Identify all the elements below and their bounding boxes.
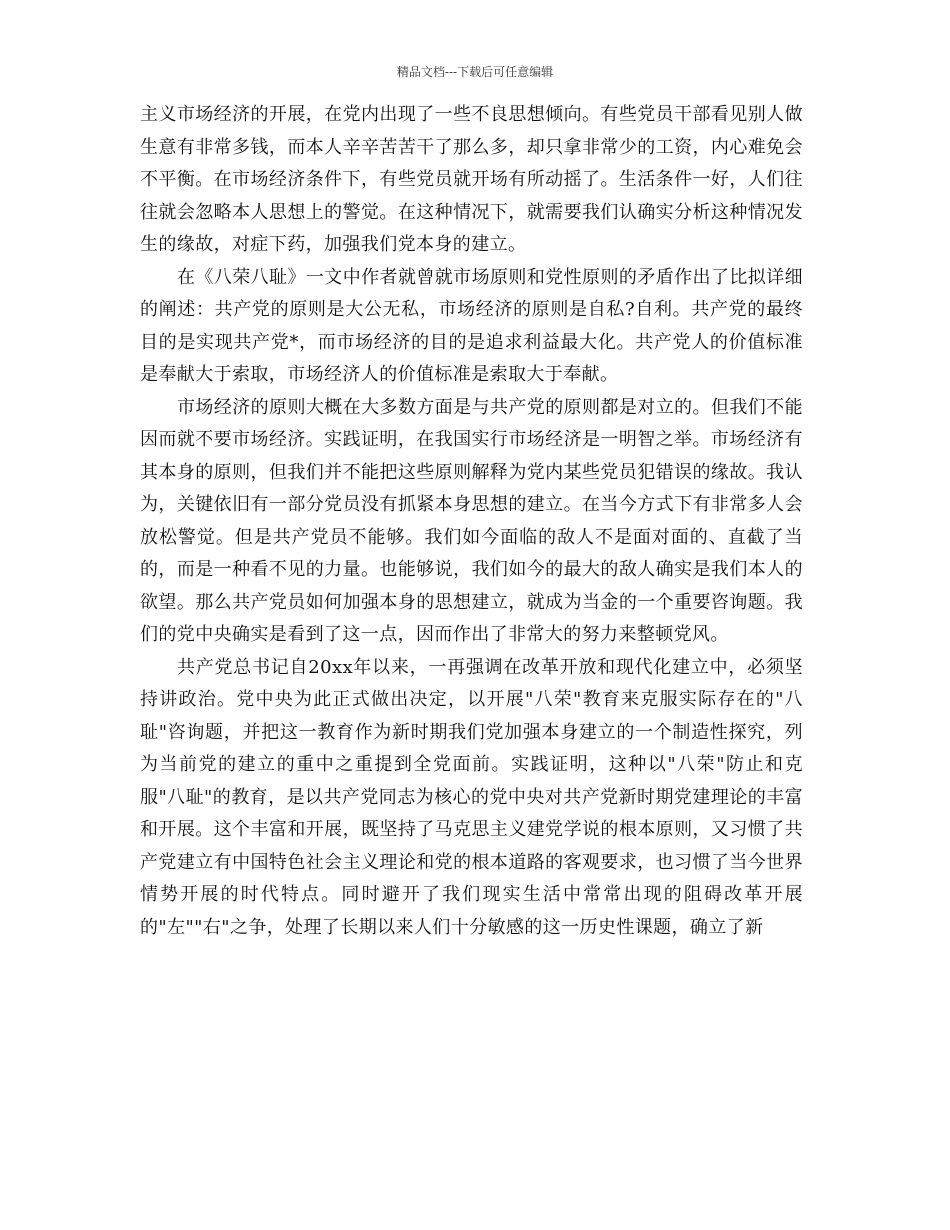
- paragraph-4: 共产党总书记自20xx年以来，一再强调在改革开放和现代化建立中，必须坚持讲政治。党中央为此正式做出决定，以开展"八荣"教育来克服实际存在的"八耻"咨询题，并把这一教育作为新时期我们党加强本身建立的一个制造性探究，列为当前党的建立的重中之重提到全党面前。实践证明，这种以"八荣"防止和克服"八耻"的教育，是以共产党同志为核心的党中央对共产党新时期党建理论的丰富和开展。这个丰富和开展，既坚持了马克思主义建党学说的根本原则，又习惯了共产党建立有中国特色社会主义理论和党的根本道路的客观要求，也习惯了当今世界情势开展的时代特点。同时避开了我们现实生活中常常出现的阻碍改革开展的"左""右"之争，处理了长期以来人们十分敏感的这一历史性课题，确立了新: [140, 656, 803, 938]
- paragraph-1: 主义市场经济的开展，在党内出现了一些不良思想倾向。有些党员干部看见别人做生意有非常多钱，而本人辛辛苦苦干了那么多，却只拿非常少的工资，内心难免会不平衡。在市场经济条件下，有些党员就开场有所动摇了。生活条件一好，人们往往就会忽略本人思想上的警觉。在这种情况下，就需要我们认确实分析这种情况发生的缘故，对症下药，加强我们党本身的建立。: [140, 104, 803, 255]
- paragraph-3: 市场经济的原则大概在大多数方面是与共产党的原则都是对立的。但我们不能因而就不要市场经济。实践证明，在我国实行市场经济是一明智之举。市场经济有其本身的原则，但我们并不能把这些原则解释为党内某些党员犯错误的缘故。我认为，关键依旧有一部分党员没有抓紧本身思想的建立。在当今方式下有非常多人会放松警觉。但是共产党员不能够。我们如今面临的敌人不是面对面的、直截了当的，而是一种看不见的力量。也能够说，我们如今的最大的敌人确实是我们本人的欲望。那么共产党员如何加强本身的思想建立，就成为当金的一个重要咨询题。我们的党中央确实是看到了这一点，因而作出了非常大的努力来整顿党风。: [140, 396, 803, 645]
- paragraph-2: 在《八荣八耻》一文中作者就曾就市场原则和党性原则的矛盾作出了比拟详细的阐述：共产党的原则是大公无私，市场经济的原则是自私?自利。共产党的最终目的是实现共产党*，而市场经济的目的是追求利益最大化。共产党人的价值标准是奉献大于索取，市场经济人的价值标准是索取大于奉献。: [140, 266, 803, 385]
- document-body: [140, 99, 803, 944]
- page-header: 精品文档---下载后可任意编辑: [396, 65, 554, 79]
